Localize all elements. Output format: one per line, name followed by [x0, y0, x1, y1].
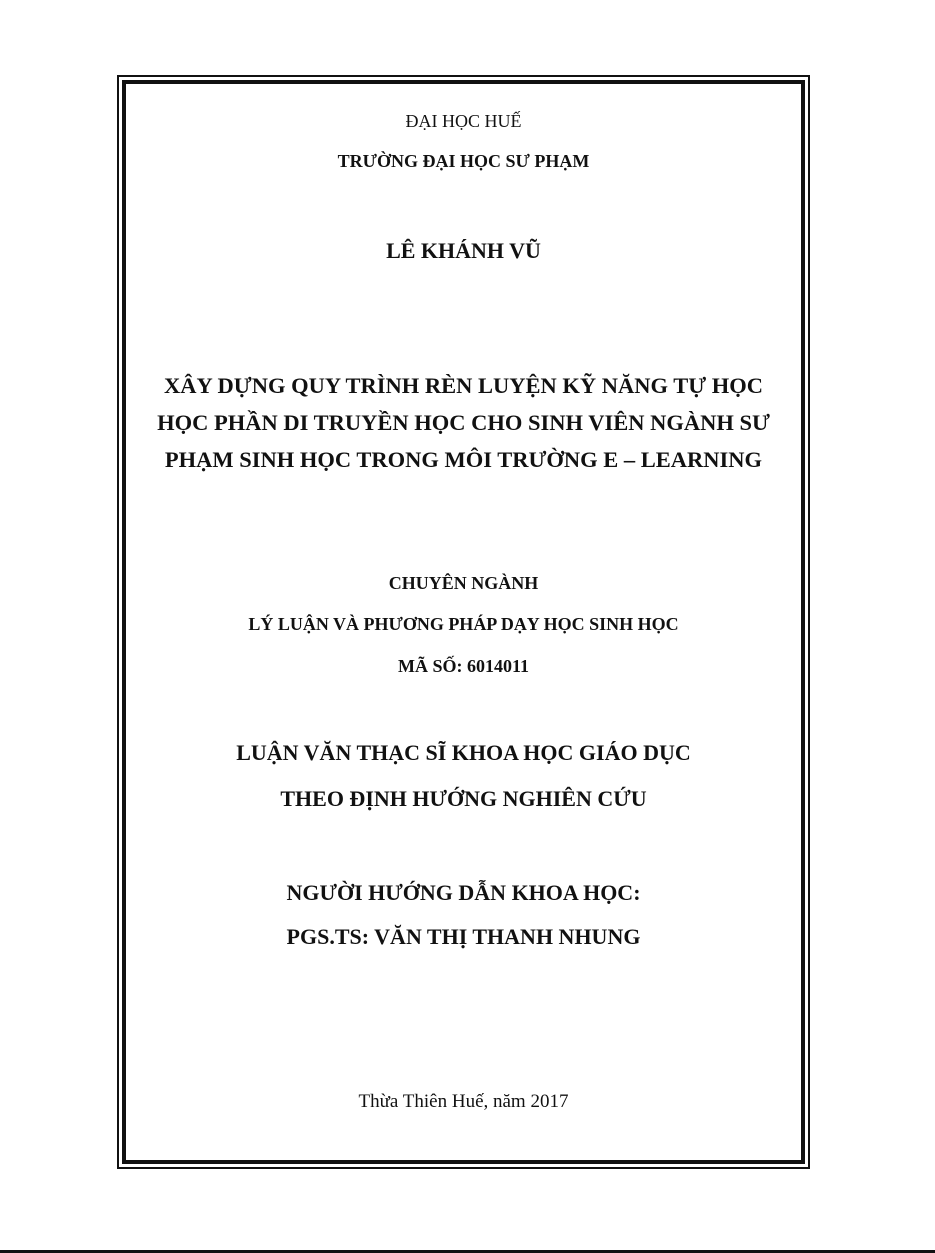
university-name: ĐẠI HỌC HUẾ: [405, 111, 522, 131]
major-code: MÃ SỐ: 6014011: [397, 656, 529, 676]
author-name: LÊ KHÁNH VŨ: [386, 238, 541, 263]
advisor-name: PGS.TS: VĂN THỊ THANH NHUNG: [286, 924, 641, 949]
thesis-title-line-2: HỌC PHẦN DI TRUYỀN HỌC CHO SINH VIÊN NGÀNH SƯ: [157, 410, 770, 435]
place-and-year: Thừa Thiên Huế, năm 2017: [358, 1091, 569, 1112]
thesis-title-line-3: PHẠM SINH HỌC TRONG MÔI TRƯỜNG E – LEARNING: [164, 447, 763, 472]
advisor-heading: NGƯỜI HƯỚNG DẪN KHOA HỌC:: [286, 880, 641, 905]
major-name: LÝ LUẬN VÀ PHƯƠNG PHÁP DẠY HỌC SINH HỌC: [248, 614, 679, 634]
school-name: TRƯỜNG ĐẠI HỌC SƯ PHẠM: [337, 151, 590, 171]
degree-line-2: THEO ĐỊNH HƯỚNG NGHIÊN CỨU: [280, 786, 647, 811]
degree-line-1: LUẬN VĂN THẠC SĨ KHOA HỌC GIÁO DỤC: [236, 740, 691, 765]
thesis-title-line-1: XÂY DỰNG QUY TRÌNH RÈN LUYỆN KỸ NĂNG TỰ HỌC: [164, 373, 763, 398]
major-heading: CHUYÊN NGÀNH: [388, 573, 539, 593]
